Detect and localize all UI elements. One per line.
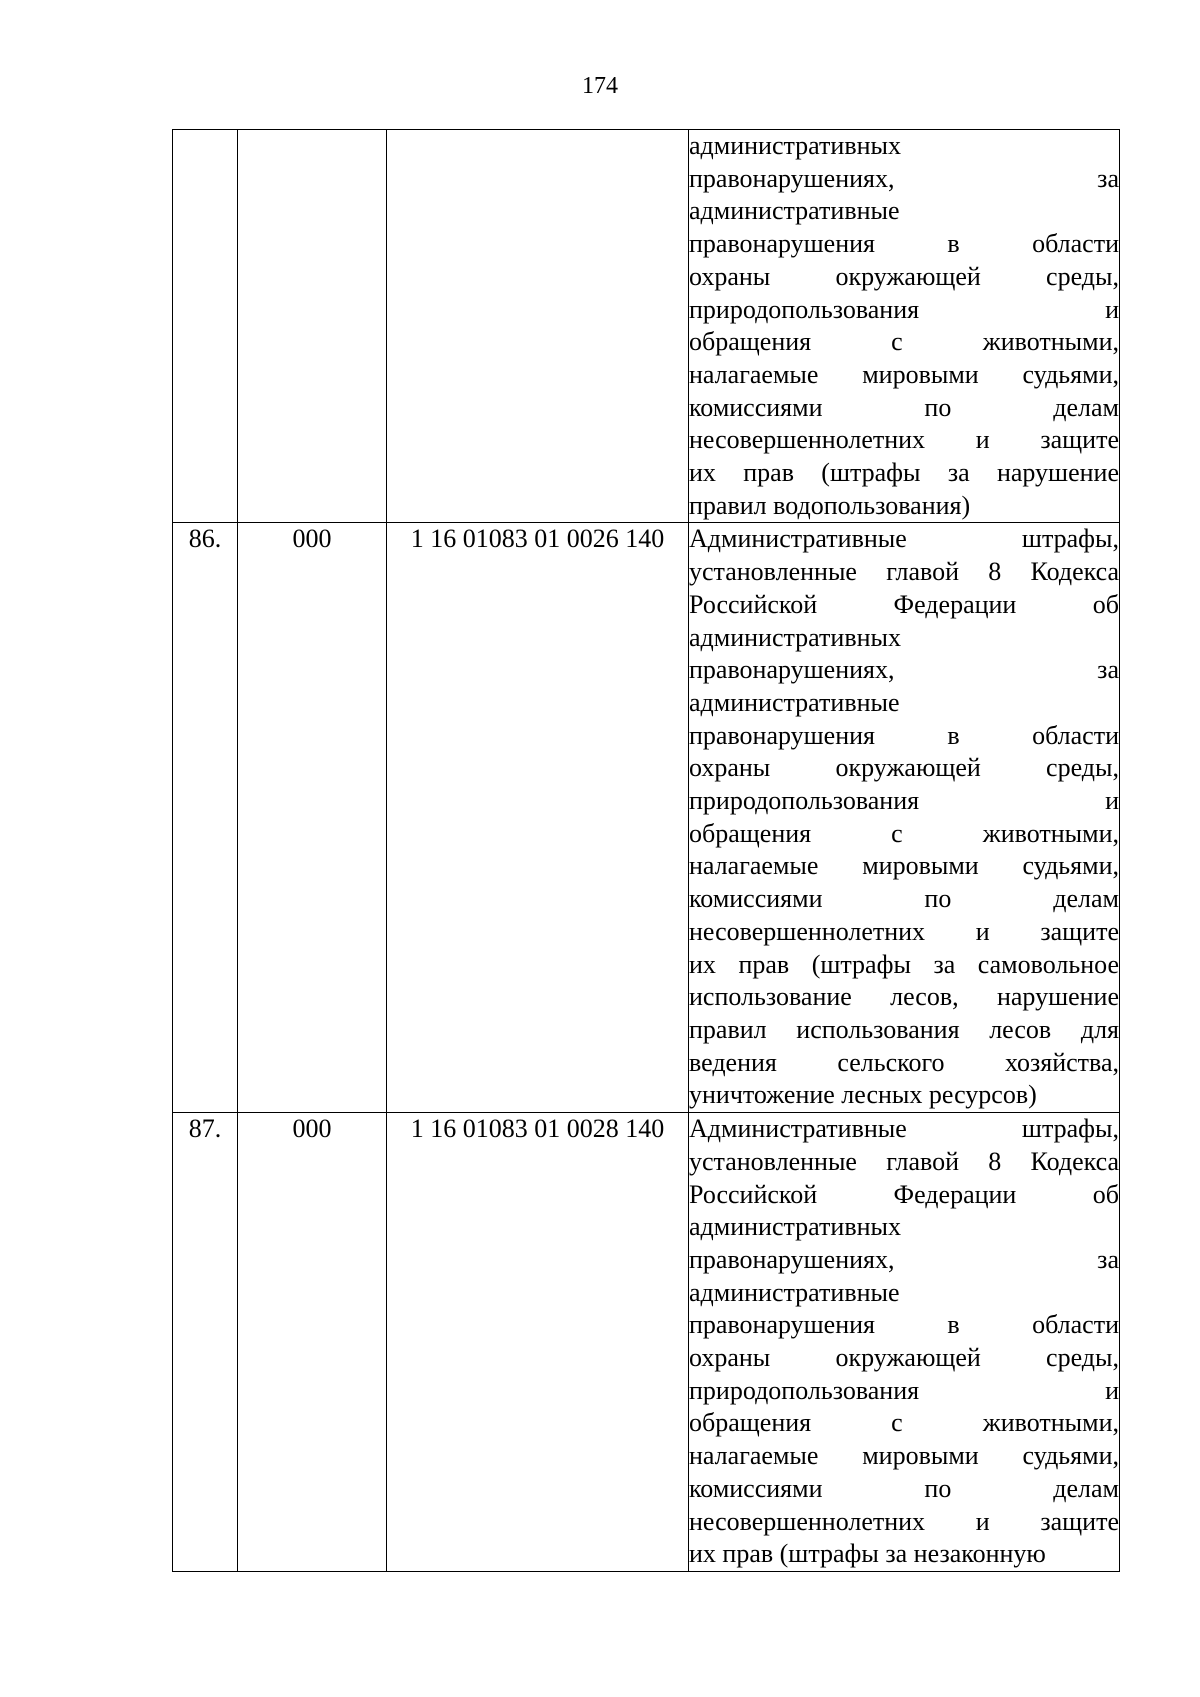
row-number-cell bbox=[173, 130, 238, 523]
description-line: их прав (штрафы за нарушение bbox=[689, 458, 1119, 488]
description-line: Российской Федерации об bbox=[689, 1179, 1119, 1209]
row-number-cell: 87. bbox=[173, 1113, 238, 1572]
description-line: охраны окружающей среды, bbox=[689, 753, 1119, 783]
description-line: административных bbox=[689, 131, 901, 160]
table-row bbox=[173, 1113, 1120, 1572]
description-line: установленные главой 8 Кодекса bbox=[689, 557, 1119, 587]
kbk-code-cell bbox=[387, 130, 689, 523]
description-line: охраны окружающей среды, bbox=[689, 1343, 1119, 1373]
description-line: обращения с животными, bbox=[689, 327, 1119, 357]
description-cell bbox=[689, 1113, 1120, 1572]
description-line: природопользования и bbox=[689, 786, 1119, 816]
row-number-cell: 86. bbox=[173, 523, 238, 1113]
description-line: обращения с животными, bbox=[689, 1408, 1119, 1438]
description-line: административных bbox=[689, 622, 901, 652]
description-line: правонарушения в области bbox=[689, 1310, 1119, 1340]
description-line: Российской Федерации об bbox=[689, 589, 1119, 619]
description-line: несовершеннолетних и защите bbox=[689, 425, 1119, 455]
description-line: уничтожение лесных ресурсов) bbox=[689, 1080, 1037, 1110]
description-line: комиссиями по делам bbox=[689, 884, 1119, 914]
page-number: 174 bbox=[582, 73, 618, 99]
description-line: правонарушениях, за bbox=[689, 655, 1119, 685]
description-line: установленные главой 8 Кодекса bbox=[689, 1146, 1119, 1176]
description-line: налагаемые мировыми судьями, bbox=[689, 851, 1119, 881]
description-line: комиссиями по делам bbox=[689, 1473, 1119, 1503]
budget-codes-table bbox=[172, 129, 1120, 1572]
description-line: ведения сельского хозяйства, bbox=[689, 1047, 1119, 1077]
description-cell bbox=[689, 130, 1120, 523]
description-line: правил использования лесов для bbox=[689, 1014, 1119, 1044]
description-line: правонарушения в области bbox=[689, 229, 1119, 259]
description-line: административные bbox=[689, 196, 900, 226]
admin-code-cell bbox=[238, 130, 387, 523]
table-row bbox=[173, 523, 1120, 1113]
description-line: природопользования и bbox=[689, 294, 1119, 324]
description-line: несовершеннолетних и защите bbox=[689, 916, 1119, 946]
admin-code-cell: 000 bbox=[238, 523, 387, 1113]
admin-code-cell: 000 bbox=[238, 1113, 387, 1572]
description-line: обращения с животными, bbox=[689, 818, 1119, 848]
description-line: их прав (штрафы за незаконную bbox=[689, 1539, 1046, 1569]
description-cell bbox=[689, 523, 1120, 1113]
table-row bbox=[173, 130, 1120, 523]
kbk-code-cell: 1 16 01083 01 0026 140 bbox=[387, 523, 689, 1113]
description-line: административные bbox=[689, 1277, 900, 1307]
description-line: природопользования и bbox=[689, 1375, 1119, 1405]
description-line: административные bbox=[689, 687, 900, 717]
description-line: правонарушениях, за bbox=[689, 163, 1119, 193]
kbk-code-cell: 1 16 01083 01 0028 140 bbox=[387, 1113, 689, 1572]
description-line: административных bbox=[689, 1212, 901, 1242]
description-line: правонарушения в области bbox=[689, 720, 1119, 750]
description-line: налагаемые мировыми судьями, bbox=[689, 359, 1119, 389]
description-line: их прав (штрафы за самовольное bbox=[689, 949, 1119, 979]
description-line: налагаемые мировыми судьями, bbox=[689, 1441, 1119, 1471]
description-line: охраны окружающей среды, bbox=[689, 261, 1119, 291]
description-line: правил водопользования) bbox=[689, 490, 971, 520]
description-line: использование лесов, нарушение bbox=[689, 982, 1119, 1012]
description-line: несовершеннолетних и защите bbox=[689, 1506, 1119, 1536]
description-line: Административные штрафы, bbox=[689, 524, 1119, 554]
description-line: комиссиями по делам bbox=[689, 392, 1119, 422]
description-line: правонарушениях, за bbox=[689, 1244, 1119, 1274]
description-line: Административные штрафы, bbox=[689, 1114, 1119, 1144]
